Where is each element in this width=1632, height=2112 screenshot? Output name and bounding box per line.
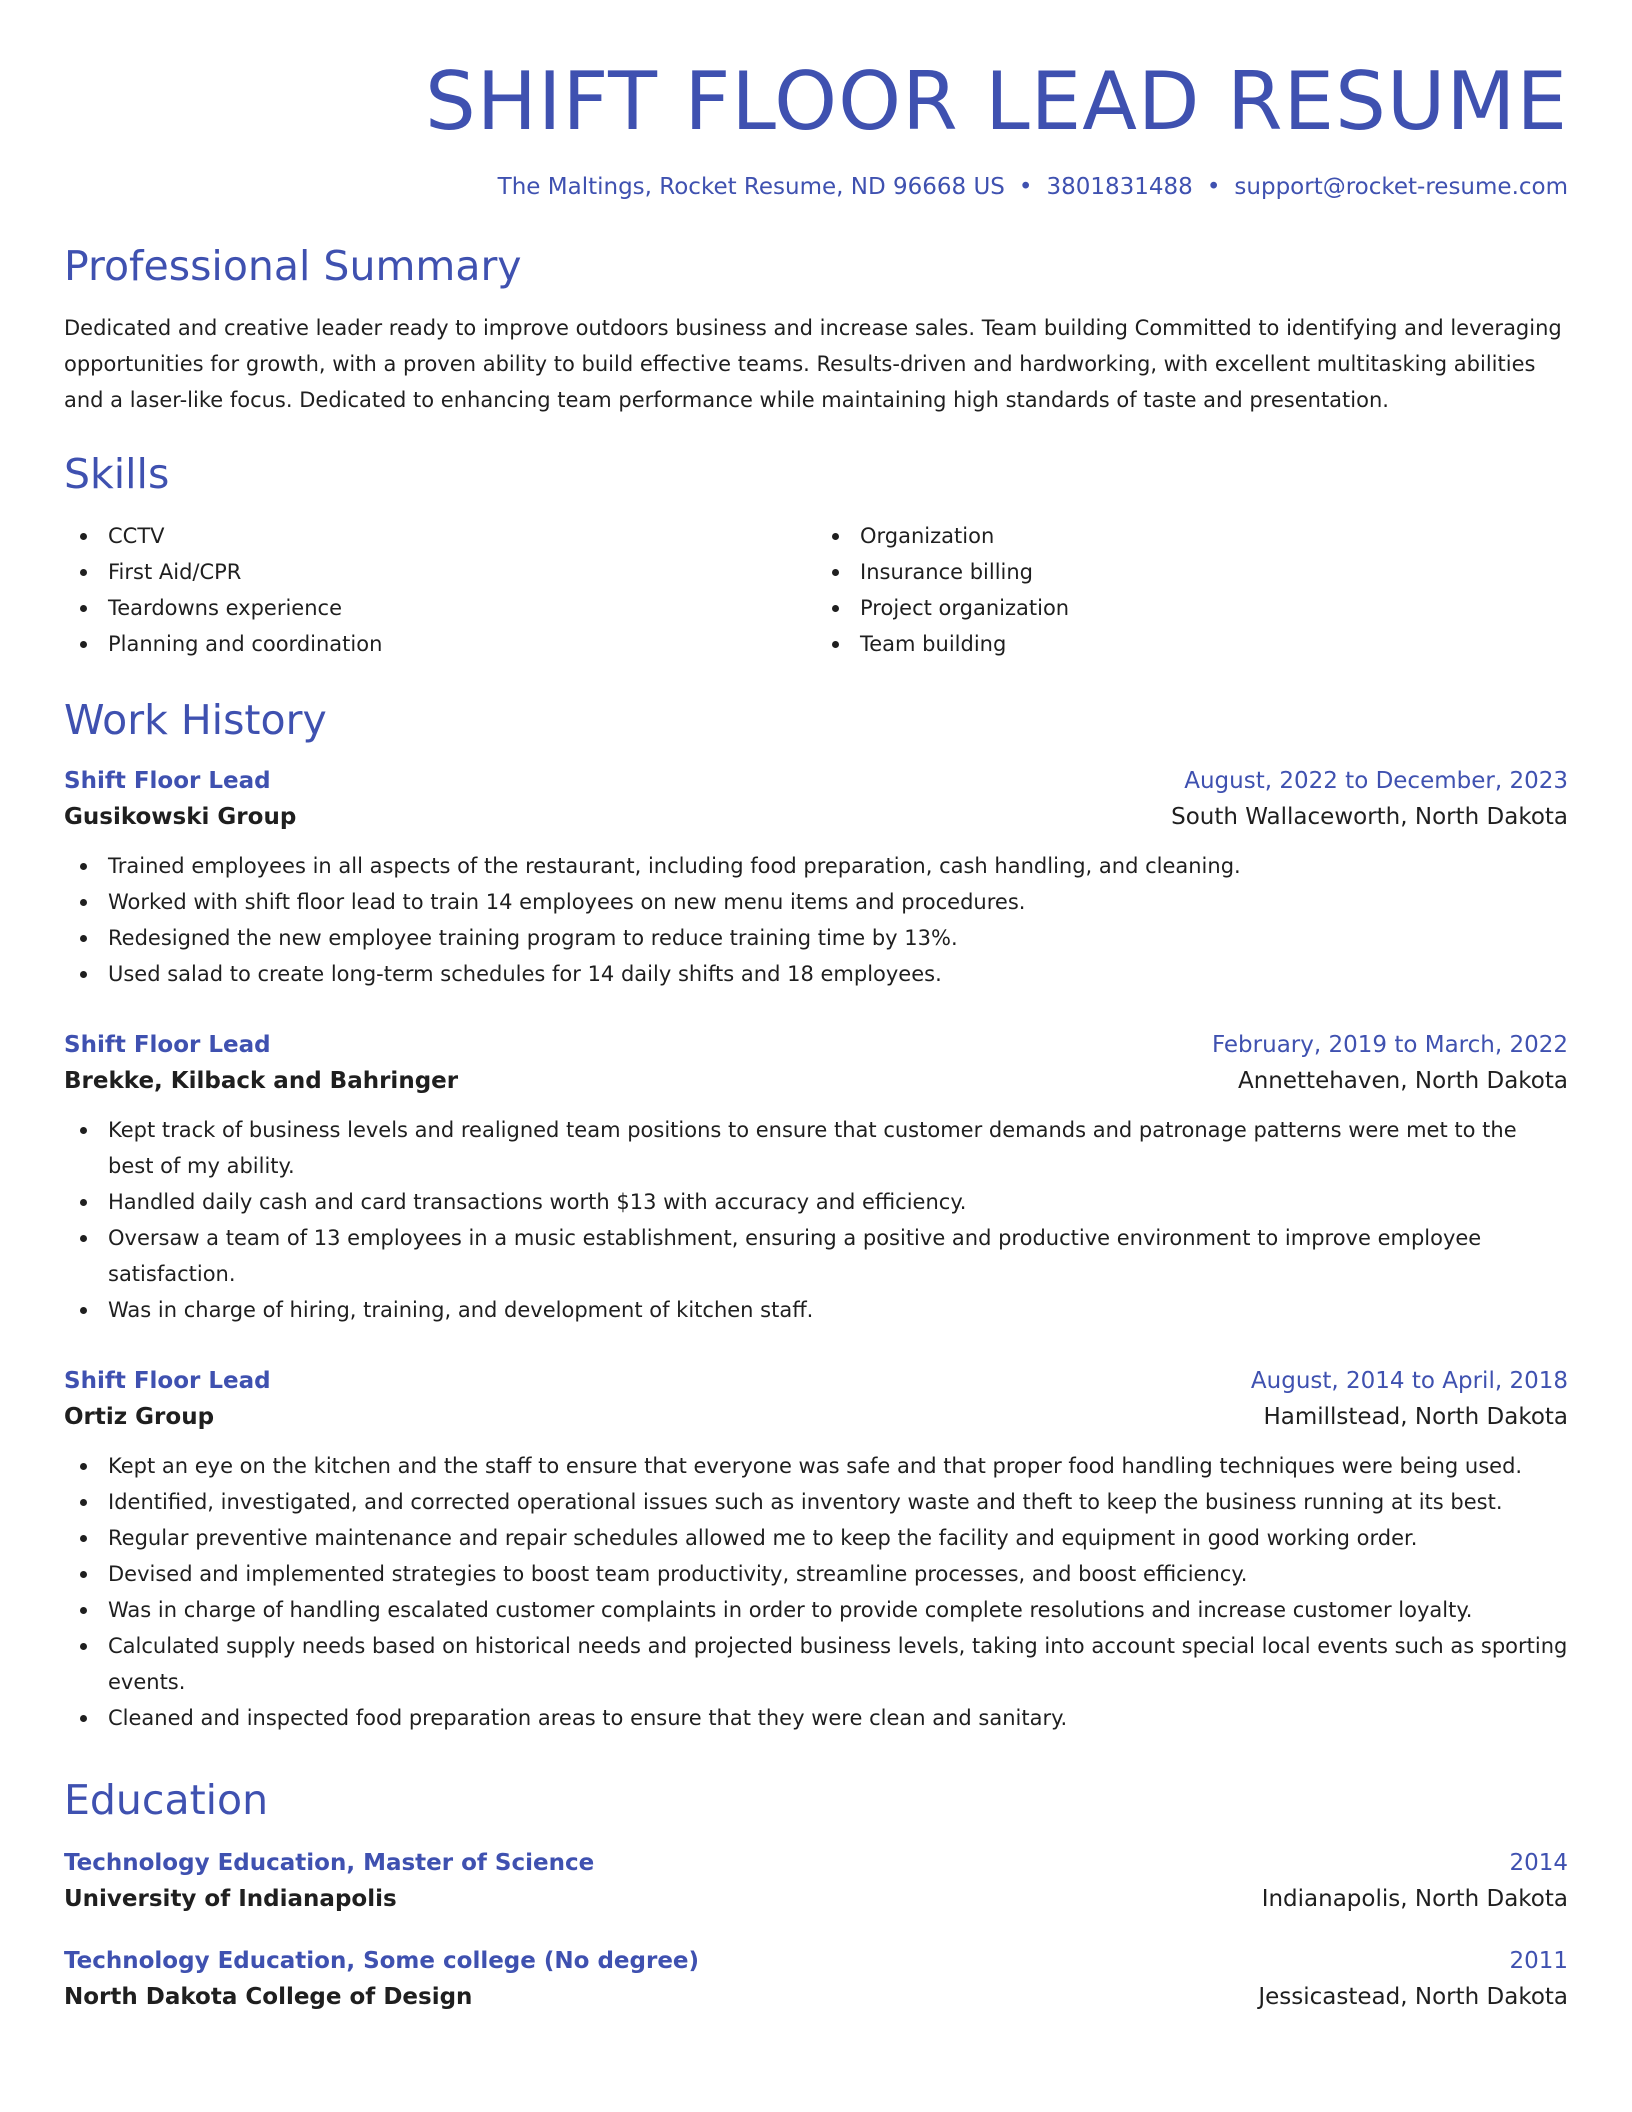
job-dates: February, 2019 to March, 2022 [1211,1032,1568,1058]
skill-item: Team building [816,626,1568,662]
resume-name: SHIFT FLOOR LEAD RESUME [424,55,1568,148]
job-bullets [64,1112,1568,1328]
work-history-section [64,696,1568,1736]
skills-right-column [816,518,1568,662]
job-company: Ortiz Group [64,1404,215,1430]
work-history-heading: Work History [64,696,327,744]
job-bullet: Oversaw a team of 13 employees in a music establishment, ensuring a positive and productive environment to improve employee satisfaction. [64,1220,1568,1292]
education-school: North Dakota College of Design [64,1984,473,2010]
job-location: Hamillstead, North Dakota [1263,1404,1568,1430]
skills-heading: Skills [64,450,170,498]
summary-heading: Professional Summary [64,242,522,290]
job-bullet: Worked with shift floor lead to train 14 employees on new menu items and procedures. [64,884,1568,920]
skill-item: First Aid/CPR [64,554,816,590]
resume-header [64,56,1568,200]
skills-left-column [64,518,816,662]
education-school-row [64,1978,1568,2016]
education-header-row [64,1944,1568,1978]
job-title: Shift Floor Lead [64,1368,271,1394]
job-company: Brekke, Kilback and Bahringer [64,1068,459,1094]
contact-separator: • [1206,174,1221,200]
job-company-row [64,1062,1568,1100]
contact-email[interactable]: support@rocket-resume.com [1234,174,1568,200]
job-bullet: Used salad to create long-term schedules for 14 daily shifts and 18 employees. [64,956,1568,992]
job-bullets [64,848,1568,992]
education-school-row [64,1880,1568,1918]
education-year: 2011 [1509,1948,1568,1974]
job-company-row [64,798,1568,836]
job-bullet: Was in charge of handling escalated customer complaints in order to provide complete resolutions and increase customer loyalty. [64,1592,1568,1628]
job-header-row [64,1028,1568,1062]
summary-section [64,242,1568,418]
skill-item: Project organization [816,590,1568,626]
skill-item: Teardowns experience [64,590,816,626]
job-location: South Wallaceworth, North Dakota [1171,804,1568,830]
contact-address: The Maltings, Rocket Resume, ND 96668 US [497,174,1005,200]
job-entry [64,1028,1568,1328]
job-bullet: Identified, investigated, and corrected operational issues such as inventory waste and theft to keep the business running at its best. [64,1484,1568,1520]
job-company-row [64,1398,1568,1436]
education-degree: Technology Education, Some college (No degree) [64,1948,700,1974]
education-degree: Technology Education, Master of Science [64,1850,595,1876]
job-header-row [64,1364,1568,1398]
contact-line [64,174,1568,200]
education-school: University of Indianapolis [64,1886,397,1912]
job-title: Shift Floor Lead [64,768,271,794]
job-bullet: Cleaned and inspected food preparation areas to ensure that they were clean and sanitary. [64,1700,1568,1736]
job-bullet: Handled daily cash and card transactions worth $13 with accuracy and efficiency. [64,1184,1568,1220]
job-title: Shift Floor Lead [64,1032,271,1058]
job-bullet: Trained employees in all aspects of the restaurant, including food preparation, cash handling, and cleaning. [64,848,1568,884]
job-bullet: Devised and implemented strategies to boost team productivity, streamline processes, and boost efficiency. [64,1556,1568,1592]
contact-separator: • [1018,174,1033,200]
education-header-row [64,1846,1568,1880]
job-entry [64,764,1568,992]
job-bullet: Calculated supply needs based on historical needs and projected business levels, taking into account special local events such as sporting events. [64,1628,1568,1700]
summary-text: Dedicated and creative leader ready to improve outdoors business and increase sales. Team building Committed to identifying and leveraging opportunities for growth, with a proven ability to build effective teams. Results-driven and hardworking, with excellent multitasking abilities and a laser-like focus. Dedicated to enhancing team performance while maintaining high standards of taste and presentation. [64,316,1562,412]
job-company: Gusikowski Group [64,804,297,830]
job-entry [64,1364,1568,1736]
job-dates: August, 2014 to April, 2018 [1250,1368,1568,1394]
education-heading: Education [64,1776,269,1824]
skills-section [64,450,1568,662]
job-header-row [64,764,1568,798]
skills-columns [64,518,1568,662]
job-bullet: Redesigned the new employee training program to reduce training time by 13%. [64,920,1568,956]
job-bullet: Regular preventive maintenance and repair schedules allowed me to keep the facility and equipment in good working order. [64,1520,1568,1556]
job-location: Annettehaven, North Dakota [1238,1068,1568,1094]
skill-item: Planning and coordination [64,626,816,662]
job-bullet: Kept an eye on the kitchen and the staff to ensure that everyone was safe and that proper food handling techniques were being used. [64,1448,1568,1484]
job-dates: August, 2022 to December, 2023 [1184,768,1568,794]
education-entry [64,1846,1568,1918]
education-location: Jessicastead, North Dakota [1258,1984,1568,2010]
job-bullet: Was in charge of hiring, training, and development of kitchen staff. [64,1292,1568,1328]
skill-item: Organization [816,518,1568,554]
skill-item: Insurance billing [816,554,1568,590]
job-bullets [64,1448,1568,1736]
contact-phone: 3801831488 [1046,174,1193,200]
education-section [64,1776,1568,2016]
education-location: Indianapolis, North Dakota [1261,1886,1568,1912]
skill-item: CCTV [64,518,816,554]
job-bullet: Kept track of business levels and realigned team positions to ensure that customer demands and patronage patterns were met to the best of my ability. [64,1112,1568,1184]
education-year: 2014 [1509,1850,1568,1876]
education-entry [64,1944,1568,2016]
